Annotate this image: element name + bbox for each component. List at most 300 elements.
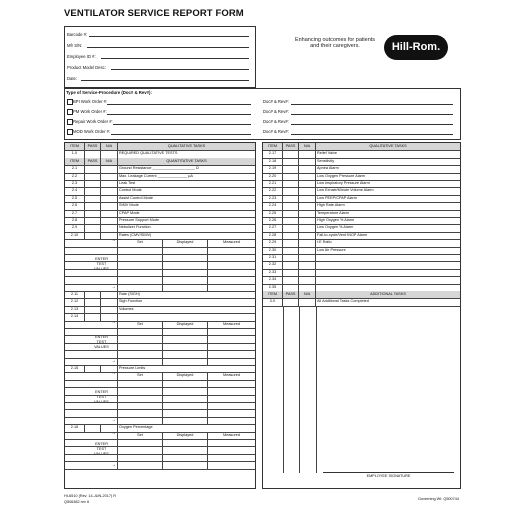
qualitative-header: QUALITATIVE TASKS — [167, 144, 206, 148]
pass-box[interactable] — [85, 306, 101, 313]
pass-box[interactable] — [283, 261, 299, 268]
pass-box[interactable] — [85, 173, 101, 180]
entry-left — [65, 239, 118, 246]
item-number: 2.20 — [263, 173, 283, 180]
set-value[interactable] — [118, 247, 163, 254]
na-box[interactable] — [299, 165, 316, 172]
tagline: Enhancing outcomes for patients and their caregivers. — [294, 37, 376, 50]
displayed-value[interactable] — [163, 402, 208, 409]
task-description: Nebulizer Function — [119, 225, 151, 230]
measured-value[interactable] — [208, 409, 255, 416]
additional-header: ADDITIONAL TASKS — [370, 292, 406, 296]
pass-box[interactable] — [85, 187, 101, 194]
item-number: 1.X — [65, 150, 85, 157]
task-description: Control Mode — [119, 188, 142, 193]
task-description: Pressure Support Mode — [119, 218, 160, 222]
measured-value[interactable] — [208, 387, 255, 394]
column-divider — [299, 306, 300, 473]
pass-box[interactable] — [85, 202, 101, 209]
task-description: Fail-to-cycle/Vent INOP Alarm — [317, 232, 368, 237]
item-number: 2.6 — [65, 202, 85, 209]
set-value[interactable] — [118, 395, 163, 402]
enter-label-line: TEST — [96, 447, 107, 452]
column-pass: PASS — [85, 158, 101, 165]
pass-box[interactable] — [283, 232, 299, 239]
pass-box[interactable] — [283, 247, 299, 254]
task-description: Temperature Alarm — [317, 210, 350, 215]
entry-left — [65, 284, 118, 291]
pass-box[interactable] — [85, 150, 101, 157]
entry-left — [65, 261, 118, 268]
measured-value[interactable] — [208, 380, 255, 387]
pass-box[interactable] — [85, 365, 101, 372]
pass-box[interactable] — [85, 291, 101, 298]
header-fields-box — [64, 26, 256, 88]
na-box[interactable] — [101, 202, 118, 209]
task-description — [316, 261, 460, 268]
set-value[interactable] — [118, 461, 163, 468]
na-box[interactable] — [299, 298, 316, 305]
displayed-header: Displayed — [163, 239, 208, 246]
product-model-field[interactable]: Product Model Desc: — [67, 62, 253, 71]
na-box[interactable] — [299, 284, 316, 291]
displayed-value[interactable] — [163, 387, 208, 394]
item-number: 2.17 — [263, 150, 283, 157]
set-value[interactable] — [118, 284, 163, 291]
na-box[interactable] — [101, 291, 118, 298]
displayed-value[interactable] — [163, 276, 208, 283]
na-box[interactable] — [299, 269, 316, 276]
pressure-entry-block — [65, 372, 255, 424]
na-box[interactable] — [101, 306, 118, 313]
item-number: 2.28 — [263, 232, 283, 239]
na-box[interactable] — [299, 261, 316, 268]
pass-box[interactable] — [283, 202, 299, 209]
entry-left — [65, 350, 118, 357]
employee-id-field[interactable]: Employee ID #: — [67, 51, 253, 60]
mod-work-order[interactable]: MOD Work Order #: — [67, 128, 257, 136]
measured-value[interactable] — [208, 261, 255, 268]
item-number: 2.9 — [65, 224, 85, 231]
set-value[interactable] — [118, 439, 163, 446]
task-description: REQUIRED QUALITATIVE TESTS — [119, 151, 178, 156]
doc-rev-1[interactable]: Doc# & Rev#: — [263, 98, 453, 106]
task-description: Low Air Pressure — [317, 247, 346, 252]
doc-rev-4[interactable]: Doc# & Rev#: — [263, 128, 453, 136]
quantitative-header: QUANTITATIVE TASKS — [166, 158, 207, 163]
na-box[interactable] — [299, 210, 316, 217]
arrow-icon: → — [111, 237, 116, 244]
set-value[interactable] — [118, 328, 163, 335]
task-description: CPAP Mode — [119, 210, 140, 215]
displayed-value[interactable] — [163, 343, 208, 350]
task-description: Pressure Limits — [119, 366, 146, 370]
entry-left — [65, 380, 118, 387]
measured-header: Measured — [223, 432, 240, 437]
pass-box[interactable] — [85, 313, 101, 320]
na-box[interactable] — [101, 298, 118, 305]
hillrom-logo: Hill-Rom. — [384, 35, 448, 60]
enter-label-line: TEST — [96, 395, 107, 400]
measured-value[interactable] — [208, 284, 255, 291]
na-box[interactable] — [299, 187, 316, 194]
enter-label-line: ENTER — [95, 442, 108, 447]
measured-value[interactable] — [208, 247, 255, 254]
measured-value[interactable] — [208, 350, 255, 357]
measured-header: Measured — [223, 373, 240, 378]
form-page — [64, 8, 459, 508]
type-of-service-box — [64, 88, 461, 140]
item-number: 2.25 — [263, 210, 283, 217]
enter-label-line: TEST — [96, 262, 107, 267]
pass-box[interactable] — [283, 224, 299, 231]
entry-left — [65, 372, 118, 379]
displayed-value[interactable] — [163, 261, 208, 268]
item-number: 2.12 — [65, 298, 85, 305]
item-number: 2.32 — [263, 261, 283, 268]
pass-box[interactable] — [283, 284, 299, 291]
task-description: High Oxygen % Alarm — [317, 218, 355, 222]
arrow-icon: → — [111, 357, 116, 364]
measured-value[interactable] — [208, 446, 255, 453]
na-box[interactable] — [299, 232, 316, 239]
task-description — [118, 313, 255, 320]
na-box[interactable] — [299, 217, 316, 224]
entry-left — [65, 358, 118, 365]
item-number: 2.10 — [65, 232, 85, 239]
column-pass: PASS — [283, 291, 299, 298]
arrow-icon: → — [111, 429, 116, 436]
column-item: ITEM — [65, 143, 85, 150]
pass-box[interactable] — [283, 254, 299, 261]
item-number: 2.14 — [65, 313, 85, 320]
right-task-table — [262, 142, 461, 489]
na-box[interactable] — [299, 239, 316, 246]
employee-signature-label: EMPLOYEE SIGNATURE — [366, 474, 411, 478]
item-number: 2.4 — [65, 187, 85, 194]
item-number: 2.3 — [65, 180, 85, 187]
displayed-value[interactable] — [163, 254, 208, 261]
task-description: SIMV Mode — [119, 203, 139, 208]
task-description — [316, 254, 460, 261]
item-number: 2.29 — [263, 239, 283, 246]
na-box[interactable] — [299, 173, 316, 180]
measured-value[interactable] — [208, 358, 255, 365]
enter-label-line: ENTER — [95, 257, 108, 262]
item-number: 2.7 — [65, 210, 85, 217]
task-description: Rate (SIGH) — [119, 292, 140, 296]
entry-left — [65, 429, 118, 439]
pm-work-order[interactable]: PM Work Order #: — [67, 108, 257, 116]
column-divider — [283, 306, 284, 473]
task-description: I:E Ratio — [317, 240, 332, 245]
item-number: 2.24 — [263, 202, 283, 209]
date-field[interactable]: Date: — [67, 73, 253, 82]
pass-box[interactable] — [283, 195, 299, 202]
measured-value[interactable] — [208, 335, 255, 342]
na-box[interactable] — [101, 187, 118, 194]
pass-box[interactable] — [85, 424, 101, 431]
na-box[interactable] — [299, 150, 316, 157]
task-description: Sensitivity — [317, 158, 335, 163]
na-box[interactable] — [299, 180, 316, 187]
task-description: Assist Control Mode — [119, 195, 153, 200]
set-header: Set — [118, 432, 163, 439]
entry-left — [65, 454, 118, 461]
measured-value[interactable] — [208, 417, 255, 424]
arrow-icon: → — [111, 417, 116, 424]
right-qualitative-header: QUALITATIVE TASKS — [369, 144, 407, 148]
type-of-service-heading: Type of Service-Procedure (Doc# & Rev#): — [66, 90, 152, 95]
item-number: 2.18 — [263, 158, 283, 165]
displayed-value[interactable] — [163, 247, 208, 254]
pass-box[interactable] — [283, 298, 299, 305]
displayed-value[interactable] — [163, 335, 208, 342]
column-na: N/A — [101, 143, 118, 150]
measured-value[interactable] — [208, 395, 255, 402]
item-number: 2.8 — [65, 217, 85, 224]
displayed-value[interactable] — [163, 350, 208, 357]
pass-box[interactable] — [85, 165, 101, 172]
pass-box[interactable] — [85, 195, 101, 202]
task-description: Sigh Function — [119, 299, 143, 304]
left-task-table — [64, 142, 256, 489]
entry-left — [65, 247, 118, 254]
displayed-value[interactable] — [163, 395, 208, 402]
column-item: ITEM — [263, 291, 283, 298]
na-box[interactable] — [101, 150, 118, 157]
entry-left — [65, 276, 118, 283]
item-number: 2.19 — [263, 165, 283, 172]
arrow-icon: → — [111, 461, 116, 468]
displayed-value[interactable] — [163, 409, 208, 416]
pass-box[interactable] — [85, 217, 101, 224]
set-value[interactable] — [118, 276, 163, 283]
item-number: 2.26 — [263, 217, 283, 224]
measured-value[interactable] — [208, 276, 255, 283]
na-box[interactable] — [101, 210, 118, 217]
form-title: VENTILATOR SERVICE REPORT FORM — [64, 8, 244, 19]
na-box[interactable] — [299, 247, 316, 254]
task-description — [316, 276, 460, 283]
na-box[interactable] — [299, 224, 316, 231]
item-number: 2.22 — [263, 187, 283, 194]
displayed-value[interactable] — [163, 446, 208, 453]
task-description: Low Oxygen Pressure Alarm — [317, 173, 366, 178]
set-value[interactable] — [118, 446, 163, 453]
entry-left — [65, 335, 118, 342]
enter-label-line: VALUES — [94, 344, 109, 349]
column-item: ITEM — [65, 158, 85, 165]
set-value[interactable] — [118, 269, 163, 276]
measured-value[interactable] — [208, 254, 255, 261]
displayed-header: Displayed — [163, 372, 208, 379]
measured-value[interactable] — [208, 402, 255, 409]
barcode-field[interactable]: Barcode #: — [67, 29, 253, 38]
entry-left — [65, 269, 118, 276]
measured-value[interactable] — [208, 461, 255, 468]
pass-box[interactable] — [85, 224, 101, 231]
pass-box[interactable] — [85, 298, 101, 305]
set-value[interactable] — [118, 335, 163, 342]
pass-box[interactable] — [283, 180, 299, 187]
na-box[interactable] — [101, 165, 118, 172]
pass-box[interactable] — [85, 232, 101, 239]
item-number: 2.21 — [263, 180, 283, 187]
governing-wi: Governing WI: Q500744 — [418, 497, 459, 501]
entry-left — [65, 402, 118, 409]
mfr-sn-field[interactable]: Mfr S/N: — [67, 40, 253, 49]
task-description: Low PEEP/CPAP Alarm — [317, 195, 357, 200]
item-number: 2.16 — [65, 424, 85, 431]
pass-box[interactable] — [283, 150, 299, 157]
entry-left — [65, 461, 118, 468]
displayed-value[interactable] — [163, 380, 208, 387]
displayed-value[interactable] — [163, 461, 208, 468]
set-value[interactable] — [118, 417, 163, 424]
task-description — [316, 284, 460, 291]
entry-left — [65, 417, 118, 424]
entry-left — [65, 395, 118, 402]
rates-entry-block — [65, 239, 255, 291]
item-number: 2.34 — [263, 276, 283, 283]
column-pass: PASS — [85, 143, 101, 150]
column-pass: PASS — [283, 143, 299, 150]
na-box[interactable] — [299, 254, 316, 261]
pass-box[interactable] — [283, 165, 299, 172]
pass-box[interactable] — [85, 210, 101, 217]
na-box[interactable] — [299, 276, 316, 283]
task-description: Low Exhale/Minute Volume Alarm — [317, 188, 374, 193]
task-description: Ground Resistance ____________________ Ω — [119, 166, 199, 171]
measured-value[interactable] — [208, 439, 255, 446]
set-header: Set — [118, 239, 163, 246]
task-description: Oxygen Percentage — [119, 425, 153, 430]
pass-box[interactable] — [283, 210, 299, 217]
na-box[interactable] — [101, 224, 118, 231]
pass-box[interactable] — [283, 187, 299, 194]
employee-signature-line[interactable] — [323, 472, 454, 473]
pass-box[interactable] — [283, 276, 299, 283]
set-value[interactable] — [118, 350, 163, 357]
displayed-value[interactable] — [163, 454, 208, 461]
na-box[interactable] — [299, 202, 316, 209]
enter-label-line: VALUES — [94, 452, 109, 457]
set-value[interactable] — [118, 358, 163, 365]
item-number: 2.27 — [263, 224, 283, 231]
displayed-value[interactable] — [163, 284, 208, 291]
item-number: 2.15 — [65, 365, 85, 372]
task-description: Leak Test — [119, 181, 136, 185]
pass-box[interactable] — [283, 158, 299, 165]
form-revision: HI-6510 (Rev. 14-JUN-2017) R — [64, 494, 117, 498]
measured-value[interactable] — [208, 454, 255, 461]
displayed-value[interactable] — [163, 269, 208, 276]
item-number: 2.11 — [65, 291, 85, 298]
item-number: 2.2 — [65, 173, 85, 180]
task-description: Apnea Alarm — [317, 166, 339, 171]
displayed-value[interactable] — [163, 358, 208, 365]
enter-label-line: VALUES — [94, 267, 109, 272]
entry-left — [65, 328, 118, 335]
pass-box[interactable] — [283, 173, 299, 180]
set-value[interactable] — [118, 343, 163, 350]
item-number: 2.23 — [263, 195, 283, 202]
displayed-value[interactable] — [163, 417, 208, 424]
measured-value[interactable] — [208, 343, 255, 350]
pass-box[interactable] — [283, 239, 299, 246]
displayed-value[interactable] — [163, 439, 208, 446]
oxygen-entry-block — [65, 429, 255, 469]
entry-left — [65, 343, 118, 350]
entry-row — [65, 461, 255, 469]
enter-label-line: ENTER — [95, 334, 108, 339]
column-item: ITEM — [263, 143, 283, 150]
pass-box[interactable] — [283, 217, 299, 224]
task-description: Volumes — [119, 306, 134, 311]
task-description: Low Oxygen % Alarm — [317, 225, 354, 230]
na-box[interactable] — [101, 173, 118, 180]
doc-rev-3[interactable]: Doc# & Rev#: — [263, 118, 453, 126]
pass-box[interactable] — [85, 180, 101, 187]
set-header: Set — [118, 321, 163, 328]
item-number: 2.1 — [65, 165, 85, 172]
displayed-value[interactable] — [163, 328, 208, 335]
measured-value[interactable] — [208, 269, 255, 276]
na-box[interactable] — [101, 180, 118, 187]
doc-rev-2[interactable]: Doc# & Rev#: — [263, 108, 453, 116]
item-number: 2.31 — [263, 254, 283, 261]
set-value[interactable] — [118, 454, 163, 461]
pass-box[interactable] — [283, 269, 299, 276]
entry-left — [65, 439, 118, 446]
item-number: 2.35 — [263, 284, 283, 291]
set-value[interactable] — [118, 380, 163, 387]
form-part-number: Q506382 rev 6 — [64, 500, 90, 504]
set-value[interactable] — [118, 387, 163, 394]
enter-label-line: VALUES — [94, 400, 109, 405]
task-description: Rates (CMV/SIMV) — [119, 232, 152, 237]
entry-left — [65, 318, 118, 328]
task-description — [316, 269, 460, 276]
column-divider — [316, 306, 317, 473]
task-description: Relief Valve — [317, 151, 337, 156]
set-header: Set — [118, 372, 163, 379]
displayed-header: Displayed — [163, 321, 208, 328]
task-description: Low Inspiratory Pressure Alarm — [317, 181, 370, 185]
right-blank-area — [263, 306, 460, 473]
na-box[interactable] — [101, 195, 118, 202]
na-box[interactable] — [299, 195, 316, 202]
arrow-icon: → — [111, 318, 116, 325]
entry-left — [65, 409, 118, 416]
item-number: 3.X — [263, 298, 283, 305]
repair-work-order[interactable]: Repair Work Order #: — [67, 118, 257, 126]
task-description: High Rate Alarm — [317, 203, 345, 208]
displayed-header: Displayed — [163, 432, 208, 439]
set-value[interactable] — [118, 261, 163, 268]
bpi-work-order[interactable]: BPI Work Order #: — [67, 98, 257, 106]
column-na: N/A — [101, 158, 118, 165]
set-value[interactable] — [118, 254, 163, 261]
set-value[interactable] — [118, 409, 163, 416]
volumes-entry-block — [65, 318, 255, 365]
set-value[interactable] — [118, 402, 163, 409]
na-box[interactable] — [299, 158, 316, 165]
measured-header: Measured — [223, 321, 240, 326]
na-box[interactable] — [101, 217, 118, 224]
measured-value[interactable] — [208, 328, 255, 335]
